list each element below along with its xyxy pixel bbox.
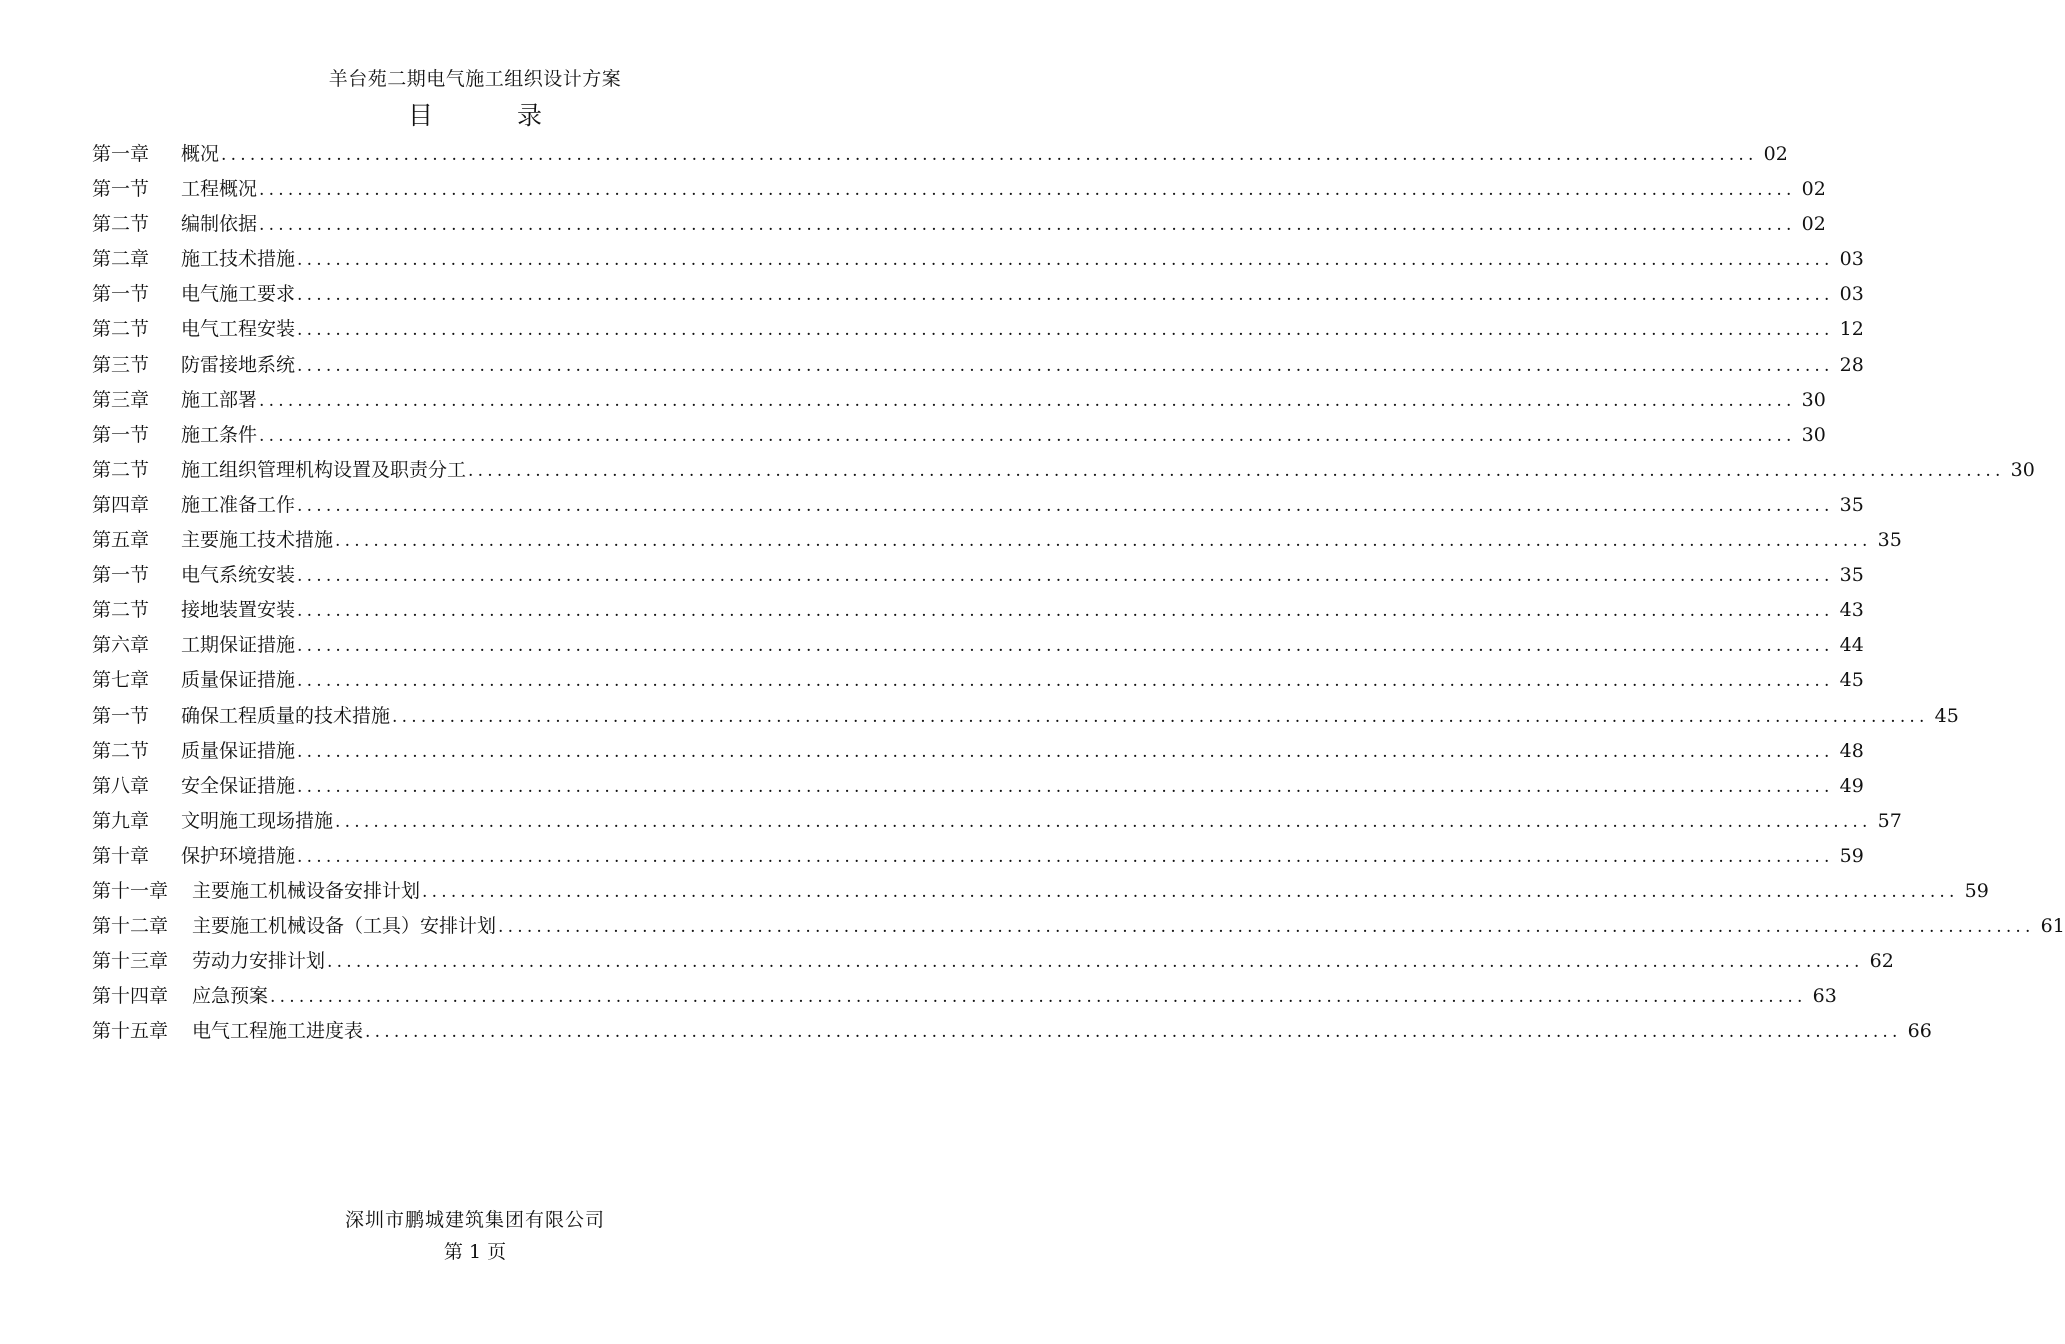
toc-title: 施工准备工作 xyxy=(181,493,296,516)
toc-chapter-label: 第十一章 xyxy=(92,879,169,902)
toc-title: 施工部署 xyxy=(181,388,258,411)
toc-entry[interactable] xyxy=(92,383,1826,418)
toc-leader-dots: ................................................................................................................................................................ xyxy=(297,636,1834,657)
toc-chapter-label: 第四章 xyxy=(92,493,150,516)
toc-title: 工程概况 xyxy=(181,178,258,201)
toc-chapter-label: 第十二章 xyxy=(92,915,169,938)
toc-chapter-label: 第十三章 xyxy=(92,950,169,973)
toc-title: 确保工程质量的技术措施 xyxy=(181,704,391,727)
toc-leader-dots: ................................................................................................................................................................ xyxy=(297,846,1834,867)
toc-page-number: 44 xyxy=(1839,634,1864,657)
toc-leader-dots: ................................................................................................................................................................ xyxy=(297,776,1834,797)
toc-leader-dots: ................................................................................................................................................................ xyxy=(297,566,1834,587)
toc-entry[interactable] xyxy=(92,523,1902,558)
toc-entry[interactable] xyxy=(92,207,1826,242)
toc-entry[interactable] xyxy=(92,804,1902,839)
toc-entry[interactable] xyxy=(92,172,1826,207)
toc-title: 应急预案 xyxy=(192,985,269,1008)
toc-page-number: 28 xyxy=(1839,353,1864,376)
toc-title: 施工条件 xyxy=(181,423,258,446)
footer-page-number: 第 1 页 xyxy=(443,1241,507,1263)
toc-leader-dots: ................................................................................................................................................................ xyxy=(297,320,1834,341)
toc-title: 质量保证措施 xyxy=(181,739,296,762)
toc-title: 文明施工现场措施 xyxy=(181,809,334,832)
toc-chapter-label: 第十五章 xyxy=(92,1020,169,1043)
toc-page-number: 02 xyxy=(1801,213,1826,236)
toc-leader-dots: ................................................................................................................................................................ xyxy=(365,1022,1902,1043)
toc-entry[interactable] xyxy=(92,663,1864,698)
toc-page-number: 61 xyxy=(2040,915,2065,938)
toc-entry[interactable] xyxy=(92,418,1826,453)
toc-page-number: 02 xyxy=(1763,143,1788,165)
toc-leader-dots: ................................................................................................................................................................ xyxy=(270,987,1807,1008)
toc-title: 主要施工机械设备（工具）安排计划 xyxy=(192,915,497,938)
toc-page-number: 30 xyxy=(1801,388,1826,411)
toc-entry[interactable] xyxy=(92,277,1864,312)
toc-leader-dots: ................................................................................................................................................................ xyxy=(297,601,1834,622)
toc-leader-dots: ................................................................................................................................................................ xyxy=(327,952,1864,973)
toc-title: 电气施工要求 xyxy=(181,283,296,306)
toc-title: 防雷接地系统 xyxy=(181,353,296,376)
toc-page-number: 35 xyxy=(1839,493,1864,516)
toc-page-number: 66 xyxy=(1907,1020,1932,1043)
toc-leader-dots: ................................................................................................................................................................ xyxy=(297,355,1834,376)
toc-page-number: 35 xyxy=(1877,529,1902,552)
toc-entry[interactable] xyxy=(92,348,1864,383)
toc-leader-dots: ................................................................................................................................................................ xyxy=(297,741,1834,762)
toc-title: 概况 xyxy=(181,143,220,165)
toc-page-number: 48 xyxy=(1839,739,1864,762)
toc-title: 编制依据 xyxy=(181,213,258,236)
toc-entry[interactable] xyxy=(92,488,1864,523)
toc-page-number: 03 xyxy=(1839,248,1864,271)
toc-chapter-label: 第二节 xyxy=(92,213,150,236)
toc-leader-dots: ................................................................................................................................................................ xyxy=(498,917,2035,938)
toc-leader-dots: ................................................................................................................................................................ xyxy=(297,250,1834,271)
toc-chapter-label: 第十四章 xyxy=(92,985,169,1008)
toc-chapter-label: 第三章 xyxy=(92,388,150,411)
toc-entry[interactable] xyxy=(92,312,1864,347)
toc-chapter-label: 第一节 xyxy=(92,704,150,727)
toc-chapter-label: 第六章 xyxy=(92,634,150,657)
toc-heading: 目 录 xyxy=(408,101,580,130)
toc-leader-dots: ................................................................................................................................................................ xyxy=(259,390,1796,411)
toc-page-number: 45 xyxy=(1839,669,1864,692)
toc-page-number: 49 xyxy=(1839,774,1864,797)
toc-title: 主要施工技术措施 xyxy=(181,529,334,552)
toc-chapter-label: 第二节 xyxy=(92,318,150,341)
toc-entry[interactable] xyxy=(92,628,1864,663)
toc-entry[interactable] xyxy=(92,699,1959,734)
toc-chapter-label: 第十章 xyxy=(92,844,150,867)
toc-entry[interactable] xyxy=(92,137,1788,172)
toc-title: 质量保证措施 xyxy=(181,669,296,692)
toc-leader-dots: ................................................................................................................................................................ xyxy=(335,531,1872,552)
toc-chapter-label: 第二节 xyxy=(92,599,150,622)
toc-title: 施工组织管理机构设置及职责分工 xyxy=(181,458,467,481)
toc-entry[interactable] xyxy=(92,769,1864,804)
toc-leader-dots: ................................................................................................................................................................ xyxy=(259,425,1796,446)
toc-title: 安全保证措施 xyxy=(181,774,296,797)
toc-title: 电气工程施工进度表 xyxy=(192,1020,364,1043)
toc-chapter-label: 第三节 xyxy=(92,353,150,376)
toc-leader-dots: ................................................................................................................................................................ xyxy=(297,495,1834,516)
toc-page-number: 63 xyxy=(1812,985,1837,1008)
toc-entry[interactable] xyxy=(92,874,1989,909)
toc-leader-dots: ................................................................................................................................................................ xyxy=(422,881,1959,902)
toc-leader-dots: ................................................................................................................................................................ xyxy=(335,811,1872,832)
toc-leader-dots: ................................................................................................................................................................ xyxy=(259,215,1796,236)
table-of-contents xyxy=(92,137,2065,1049)
toc-entry[interactable] xyxy=(92,593,1864,628)
toc-title: 电气系统安装 xyxy=(181,564,296,587)
toc-chapter-label: 第七章 xyxy=(92,669,150,692)
toc-entry[interactable] xyxy=(92,734,1864,769)
toc-leader-dots: ................................................................................................................................................................ xyxy=(297,285,1834,306)
toc-chapter-label: 第一节 xyxy=(92,423,150,446)
toc-leader-dots: ................................................................................................................................................................ xyxy=(259,180,1796,201)
toc-leader-dots: ................................................................................................................................................................ xyxy=(297,671,1834,692)
toc-entry[interactable] xyxy=(92,839,1864,874)
toc-page-number: 59 xyxy=(1839,844,1864,867)
toc-chapter-label: 第一章 xyxy=(92,143,150,165)
toc-chapter-label: 第八章 xyxy=(92,774,150,797)
toc-chapter-label: 第九章 xyxy=(92,809,150,832)
toc-title: 保护环境措施 xyxy=(181,844,296,867)
toc-entry[interactable] xyxy=(92,1014,1932,1049)
footer-company-name: 深圳市鹏城建筑集团有限公司 xyxy=(344,1209,605,1231)
toc-entry[interactable] xyxy=(92,453,2035,488)
toc-chapter-label: 第二章 xyxy=(92,248,150,271)
toc-chapter-label: 第二节 xyxy=(92,739,150,762)
toc-page-number: 30 xyxy=(2010,458,2035,481)
toc-entry[interactable] xyxy=(92,242,1864,277)
toc-title: 主要施工机械设备安排计划 xyxy=(192,879,421,902)
toc-leader-dots: ................................................................................................................................................................ xyxy=(392,706,1929,727)
toc-page-number: 43 xyxy=(1839,599,1864,622)
toc-leader-dots: ................................................................................................................................................................ xyxy=(468,460,2005,481)
toc-title: 施工技术措施 xyxy=(181,248,296,271)
toc-page-number: 02 xyxy=(1801,178,1826,201)
toc-chapter-label: 第五章 xyxy=(92,529,150,552)
toc-page-number: 12 xyxy=(1839,318,1864,341)
toc-page-number: 57 xyxy=(1877,809,1902,832)
toc-chapter-label: 第一节 xyxy=(92,564,150,587)
toc-title: 劳动力安排计划 xyxy=(192,950,326,973)
toc-entry[interactable] xyxy=(92,979,1837,1014)
document-header-title: 羊台苑二期电气施工组织设计方案 xyxy=(328,68,622,90)
toc-page-number: 62 xyxy=(1869,950,1894,973)
toc-page-number: 30 xyxy=(1801,423,1826,446)
toc-chapter-label: 第二节 xyxy=(92,458,150,481)
toc-page-number: 35 xyxy=(1839,564,1864,587)
toc-title: 电气工程安装 xyxy=(181,318,296,341)
toc-entry[interactable] xyxy=(92,944,1894,979)
toc-entry[interactable] xyxy=(92,558,1864,593)
toc-leader-dots: ................................................................................................................................................................ xyxy=(221,145,1758,165)
toc-page-number: 03 xyxy=(1839,283,1864,306)
toc-page-number: 45 xyxy=(1934,704,1959,727)
toc-title: 接地装置安装 xyxy=(181,599,296,622)
toc-chapter-label: 第一节 xyxy=(92,283,150,306)
toc-entry[interactable] xyxy=(92,909,2065,944)
toc-title: 工期保证措施 xyxy=(181,634,296,657)
toc-page-number: 59 xyxy=(1964,879,1989,902)
toc-chapter-label: 第一节 xyxy=(92,178,150,201)
